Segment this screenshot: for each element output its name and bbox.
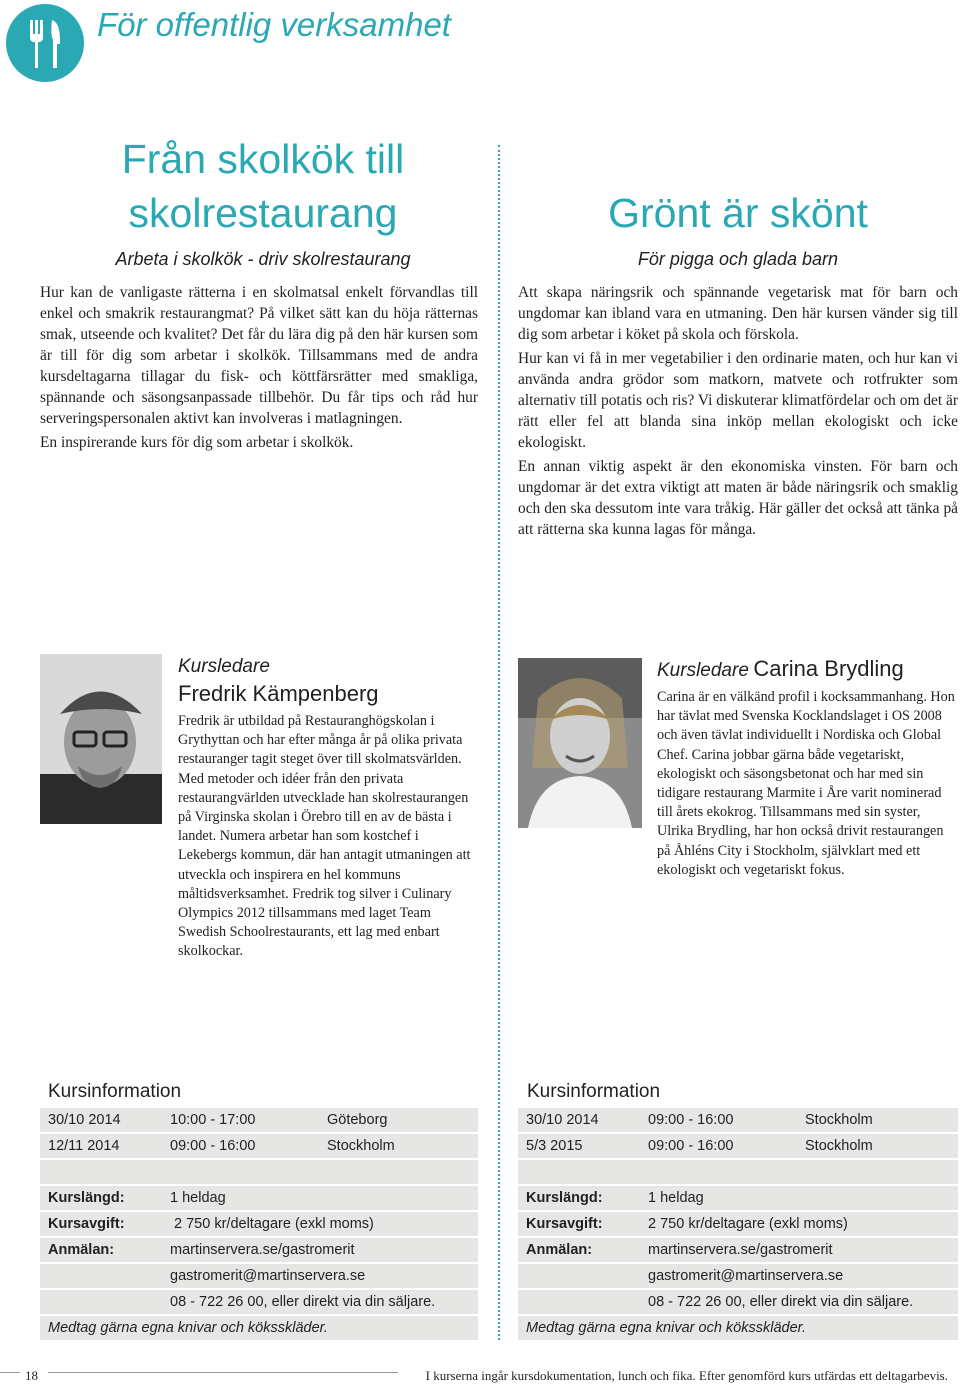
course-title-line2: skolrestaurang bbox=[128, 190, 398, 236]
course-description bbox=[40, 282, 478, 456]
course-subtitle: Arbeta i skolkök - driv skolrestaurang bbox=[115, 249, 411, 269]
instructor-heading bbox=[657, 656, 904, 682]
instructor-name: Carina Brydling bbox=[753, 656, 904, 681]
date-row bbox=[518, 1108, 958, 1132]
time: 09:00 - 16:00 bbox=[648, 1112, 734, 1128]
note-row bbox=[40, 1316, 478, 1340]
fee-value: 2 750 kr/deltagare (exkl moms) bbox=[170, 1216, 374, 1232]
signup-label: Anmälan: bbox=[48, 1242, 115, 1258]
instructor-label: Kursledare bbox=[657, 660, 749, 681]
signup-row bbox=[40, 1238, 478, 1262]
page-section-title: För offentlig verksamhet bbox=[97, 6, 451, 43]
course-note: Medtag gärna egna knivar och köksskläder. bbox=[48, 1320, 328, 1336]
signup-label: Anmälan: bbox=[526, 1242, 593, 1258]
city: Stockholm bbox=[805, 1112, 873, 1128]
footer-note: I kurserna ingår kursdokumentation, lunch och fika. Efter genomförd kurs utfärdas ett deltagarbevis. bbox=[425, 1368, 948, 1383]
course-info-title: Kursinformation bbox=[48, 1081, 182, 1102]
note-row bbox=[518, 1316, 958, 1340]
instructor-bio-text: Carina är en välkänd profil i kocksammanhang. Hon har tävlat med Svenska Kocklandslaget i OS 2008 och även tävlat individuellt i Nordiska och Global Chef. Carina jobbar gärna både vegetariskt, ekologiskt och säsongsbetonat och har med sin tidigare restaurang Marmite i Åre varit nominerad till årets ekokrog. Tillsammans med sin syster, Ulrika Brydling, har hon också drivit restaurangen på Åhléns City i Stockholm, självklart med ett ekologiskt och vegetariskt fokus. bbox=[657, 689, 955, 878]
instructor-photo bbox=[518, 658, 642, 828]
city: Göteborg bbox=[327, 1112, 388, 1128]
spacer-row bbox=[518, 1160, 958, 1184]
date: 5/3 2015 bbox=[526, 1138, 583, 1154]
time: 09:00 - 16:00 bbox=[648, 1138, 734, 1154]
signup-email-link[interactable]: gastromerit@martinservera.se bbox=[170, 1268, 366, 1284]
fee-row bbox=[40, 1212, 478, 1236]
instructor-bio-text: Fredrik är utbildad på Restauranghögskolan i Grythyttan och har efter många år på olika privata restauranger tagit steget över till skolmatsvärlden. Med metoder och idéer från den privata restaurangvärlden utvecklade han skolrestaurangen på Virginska skolan i Örebro till en av de bästa i landet. Numera arbetar han som kostchef i Lekebergs kommun, där han antagit utmaningen att utveckla och inspirera en hel kommuns måltidsverksamhet. Fredrik tog silver i Culinary Olympics 2012 tillsammans med laget Team Swedish Schoolrestaurants, ett lag med enbart skolkockar. bbox=[178, 713, 471, 960]
course-description bbox=[518, 282, 958, 543]
footer-rule-left bbox=[0, 1372, 20, 1373]
logo-badge bbox=[6, 4, 84, 82]
length-label: Kurslängd: bbox=[526, 1190, 603, 1206]
length-row bbox=[40, 1186, 478, 1210]
fee-value: 2 750 kr/deltagare (exkl moms) bbox=[648, 1216, 848, 1232]
fee-label: Kursavgift: bbox=[526, 1216, 603, 1232]
time: 10:00 - 17:00 bbox=[170, 1112, 256, 1128]
length-row bbox=[518, 1186, 958, 1210]
footer-rule bbox=[48, 1372, 398, 1373]
date: 12/11 2014 bbox=[48, 1138, 120, 1154]
length-label: Kurslängd: bbox=[48, 1190, 125, 1206]
course-title-line1: Från skolkök till bbox=[121, 136, 405, 182]
instructor-bio bbox=[178, 712, 476, 962]
length-value: 1 heldag bbox=[648, 1190, 704, 1206]
signup-row bbox=[518, 1238, 958, 1262]
spacer-row bbox=[40, 1160, 478, 1184]
fee-row bbox=[518, 1212, 958, 1236]
city: Stockholm bbox=[327, 1138, 395, 1154]
course-info-title: Kursinformation bbox=[527, 1081, 661, 1102]
signup-phone-row bbox=[40, 1290, 478, 1314]
date: 30/10 2014 bbox=[526, 1112, 599, 1128]
page-number: 18 bbox=[25, 1368, 38, 1383]
signup-phone: 08 - 722 26 00, eller direkt via din säljare. bbox=[170, 1294, 436, 1310]
signup-web-link[interactable]: martinservera.se/gastromerit bbox=[170, 1242, 355, 1258]
course-note: Medtag gärna egna knivar och köksskläder. bbox=[526, 1320, 806, 1336]
instructor-bio bbox=[657, 688, 955, 880]
date-row bbox=[40, 1134, 478, 1158]
instructor-name: Fredrik Kämpenberg bbox=[178, 681, 379, 706]
date-row bbox=[518, 1134, 958, 1158]
instructor-photo bbox=[40, 654, 162, 824]
date: 30/10 2014 bbox=[48, 1112, 121, 1128]
course-paragraph: En inspirerande kurs för dig som arbetar i skolkök. bbox=[40, 434, 354, 451]
fork-knife-icon bbox=[6, 4, 84, 82]
course-paragraph: Hur kan vi få in mer vegetabilier i den ordinarie maten, och hur kan vi använda andra grödor som matkorn, matvete och rotfrukter som alternativ till potatis och ris? Vi diskuterar klimatfördelar och om det är rätt eller fel att blanda sina inköp mellan ekologiskt och icke ekologiskt. bbox=[518, 350, 958, 451]
signup-email-link[interactable]: gastromerit@martinservera.se bbox=[648, 1268, 844, 1284]
signup-phone: 08 - 722 26 00, eller direkt via din säljare. bbox=[648, 1294, 914, 1310]
fee-label: Kursavgift: bbox=[48, 1216, 125, 1232]
signup-web-link[interactable]: martinservera.se/gastromerit bbox=[648, 1242, 833, 1258]
signup-phone-row bbox=[518, 1290, 958, 1314]
course-title: Grönt är skönt bbox=[608, 190, 868, 236]
course-paragraph: Hur kan de vanligaste rätterna i en skolmatsal enkelt förvandlas till enkel och smakrik restaurangmat? På vilket sätt kan du höja rätternas smak, utseende och kvalitet? Det får du lära dig på den här kursen som är till för dig som arbetar i skolkök. Tillsammans med de andra kursdeltagarna tillagar du fisk- och köttfärsrätter med smakliga, spännande och säsongsanpassade tillbehör. Du får tips och råd hur serveringspersonalen aktivt kan involveras i matlagningen. bbox=[40, 284, 478, 427]
date-row bbox=[40, 1108, 478, 1132]
city: Stockholm bbox=[805, 1138, 873, 1154]
course-paragraph: En annan viktig aspekt är den ekonomiska vinsten. För barn och ungdomar är det extra viktigt att maten är både näringsrik och smaklig och den ska dessutom inte vara tråkig. Här gäller det också att tänka på att rätterna ska kunna lagas för många. bbox=[518, 458, 958, 538]
signup-email-row bbox=[40, 1264, 478, 1288]
course-paragraph: Att skapa näringsrik och spännande vegetarisk mat för barn och ungdomar kan ibland vara en utmaning. Den här kursen vänder sig till dig som arbetar i köket på skola och förskola. bbox=[518, 284, 958, 343]
course-subtitle: För pigga och glada barn bbox=[637, 249, 839, 269]
signup-email-row bbox=[518, 1264, 958, 1288]
time: 09:00 - 16:00 bbox=[170, 1138, 256, 1154]
instructor-label: Kursledare bbox=[178, 656, 270, 677]
length-value: 1 heldag bbox=[170, 1190, 226, 1206]
column-divider bbox=[498, 145, 500, 1340]
